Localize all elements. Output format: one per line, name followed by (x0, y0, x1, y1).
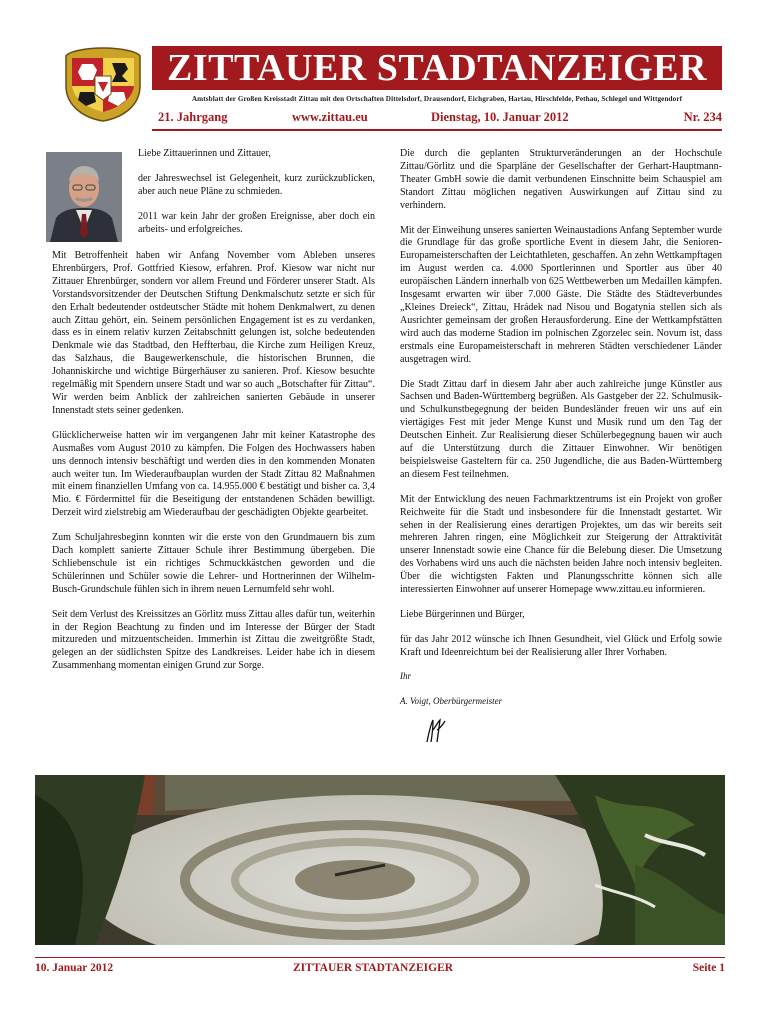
mayor-portrait (46, 152, 122, 242)
footer-page-number: Seite 1 (692, 962, 725, 974)
footer-title: ZITTAUER STADTANZEIGER (293, 962, 454, 974)
letter-paragraph: Mit der Entwicklung des neuen Fachmarktzentrums ist ein Projekt von großer Reichweite für die Stadt und insbesondere für die Innenstadt gestartet. Wir sehen in der Realisierung eines derartigen Projektes, um das wir bereits seit mehreren Jahren ringen, eine Möglichkeit zur Steigerung der Attraktivität unserer Innenstadt sowie eine Chance für die Belebung dieser. Die Umsetzung des Vorhabens wird uns auch die nächsten beiden Jahre noch intensiv begleiten. Über die wichtigsten Fakten und Planungsschritte können sich alle interessierten Einwohner auf unserer Homepage www.zittau.eu informieren. (400, 493, 722, 596)
signature-icon (423, 718, 447, 744)
issue-info-bar (152, 109, 722, 129)
footer-divider (35, 957, 725, 958)
letter-right-column (400, 148, 722, 720)
issue-number: Nr. 234 (683, 110, 722, 124)
website-link[interactable]: www.zittau.eu (292, 110, 368, 124)
issue-volume: 21. Jahrgang (158, 110, 228, 124)
letter-greeting: Liebe Bürgerinnen und Bürger, (400, 609, 525, 620)
letter-salutation: Liebe Zittauerinnen und Zittauer, (138, 148, 271, 159)
letter-closing-ihr: Ihr (400, 670, 411, 681)
letter-paragraph: Mit Betroffenheit haben wir Anfang November vom Ableben unseres Ehrenbürgers, Prof. Gottfried Kiesow, erfahren. Prof. Kiesow war nicht nur Zittauer Ehrenbürger, sondern vor allem Freund und Förderer unserer Stadt. Als Vorstandsvorsitzender der Deutschen Stiftung Denkmalschutz setzte er sich für den Erhalt bedeutender ostdeutscher Städte mit hohem Denkmalwert, zu denen auch Zittau gehört, ein. Seinem persönlichen Engagement ist es zu verdanken, dass es in einem relativ kurzen Zeitabschnitt gelungen ist, solche bedeutenden Denkmale wie das Stadtbad, den Heffterbau, die Kirche zum Heiligen Kreuz, das Salzhaus, die Baugewerkenschule, die historischen Brunnen, die Johanniskirche und wichtige Bürgerhäuser zu sanieren. Prof. Kiesow besuchte regelmäßig mit Spendern unsere Stadt und war so auch „Botschafter für Zittau“. Wir werden beim Anblick der zahlreichen sanierten Gebäude in unserer Innenstadt stets seiner gedenken. (52, 250, 375, 416)
letter-paragraph: Mit der Einweihung unseres sanierten Weinaustadions Anfang September wurde die Grundlage für das große sportliche Event in diesem Jahr, die Senioren-Europameisterschaften der Leichtathleten, geschaffen. An zehn Wettkampftagen im August werden ca. 4.000 Sportlerinnen und Sportler aus über 40 europäischen Ländern innerhalb von 625 Wettbewerben um Medaillen kämpfen. Insgesamt erwarten wir über 7.000 Gäste. Die Städte des Städteverbundes „Kleines Dreieck“, Zittau, Hrádek nad Nisou und Bogatynia stellen sich als Ausrichter gemeinsam der großen Herausforderung. Eine der Wettkampfstätten wird auch das moderne Stadion im polnischen Zgorzelec sein. Novum ist, dass erstmals eine Europameisterschaft in mehreren Städten verschiedener Länder ausgetragen wird. (400, 224, 722, 365)
header-divider (152, 129, 722, 131)
letter-signatory: A. Voigt, Oberbürgermeister (400, 695, 503, 706)
masthead-subtitle: Amtsblatt der Großen Kreisstadt Zittau mit den Ortschaften Dittelsdorf, Drausendorf, Eichgraben, Hartau, Hirschfelde, Pethau, Schlegel und Wittgendorf (191, 95, 683, 103)
masthead-title: ZITTAUER STADTANZEIGER (167, 47, 707, 89)
letter-paragraph: Die Stadt Zittau darf in diesem Jahr aber auch zahlreiche junge Künstler aus Sachsen und Baden-Württemberg begrüßen. Als Gastgeber der 22. Schulmusik- und Schulkunstbegegnung der beiden Bundesländer freuen wir uns auf ein viertägiges Fest mit jeder Menge Kunst und Musik rund um den Tag der Deutschen Einheit. Zur Realisierung dieser Schülerbegegnung bauen wir auch auf die Unterstützung durch die Zittauer Einwohner. Wir benötigen beispielsweise Gasteltern für ca. 250 Jugendliche, die aus Baden-Württemberg an diesem Fest teilnehmen. (400, 378, 722, 480)
letter-paragraph: Glücklicherweise hatten wir im vergangenen Jahr mit keiner Katastrophe des Ausmaßes vom August 2010 zu kämpfen. Die Folgen des Hochwassers haben uns dennoch intensiv beschäftigt und werden dies in den kommenden Monaten auch weiter tun. Im Wiederaufbauplan wurden der Stadt Zittau 82 Maßnahmen mit einem finanziellen Umfang von ca. 14.955.000 € bestätigt und bisher ca. 3,4 Mio. € Fördermittel für die Beseitigung der entstandenen Schäden bewilligt. Derzeit wird zielstrebig am Wiederaufbau der geschädigten Objekte gearbeitet. (52, 429, 375, 519)
snowy-flower-clock-photo (35, 775, 725, 945)
letter-intro (138, 148, 375, 249)
footer-date: 10. Januar 2012 (35, 962, 114, 974)
letter-intro-paragraph: 2011 war kein Jahr der großen Ereignisse, aber doch ein arbeits- und erfolgreiches. (138, 210, 375, 235)
masthead-banner (152, 46, 722, 90)
issue-date: Dienstag, 10. Januar 2012 (431, 110, 569, 124)
letter-paragraph: Seit dem Verlust des Kreissitzes an Görlitz muss Zittau alles dafür tun, weiterhin in der Region Beachtung zu finden und im Interesse der Bürger der Stadt mitzureden und mitzuentscheiden. Immerhin ist Zittau die zweitgrößte Stadt, gelegen an der südlichsten Spitze des Landkreises. Leider habe ich in diesem Zusammenhang momentan einigen Grund zur Sorge. (52, 608, 375, 672)
letter-wishes: für das Jahr 2012 wünsche ich Ihnen Gesundheit, viel Glück und Erfolg sowie Kraft und Ideenreichtum bei der Realisierung aller Ihrer Vorhaben. (400, 633, 722, 658)
city-coat-of-arms-icon (62, 46, 144, 122)
letter-intro-paragraph: der Jahreswechsel ist Gelegenheit, kurz zurückzublicken, aber auch neue Pläne zu schmieden. (138, 172, 375, 197)
letter-paragraph: Zum Schuljahresbeginn konnten wir die erste von den Grundmauern bis zum Dach komplett sanierte Zittauer Schule ihrer Bestimmung übergeben. Die Schliebenschule ist ein richtiges Schmuckkästchen geworden und die Schülerinnen und Schüler sowie die Lehrer- und Hortnerinnen der Wilhelm-Busch-Grundschule fühlen sich in ihrem neuen Lernumfeld sehr wohl. (52, 532, 375, 595)
page-footer (35, 962, 725, 978)
letter-paragraph: Die durch die geplanten Strukturveränderungen an der Hochschule Zittau/Görlitz und die Sparpläne der Gesellschafter der Gerhart-Hauptmann-Theater GmbH sowie die damit verbundenen Einschnitte beim Schauspiel am Standort Zittau möglichen negativen Auswirkungen auf Zittau sind zu verhindern. (400, 148, 722, 211)
letter-left-column (52, 250, 375, 685)
